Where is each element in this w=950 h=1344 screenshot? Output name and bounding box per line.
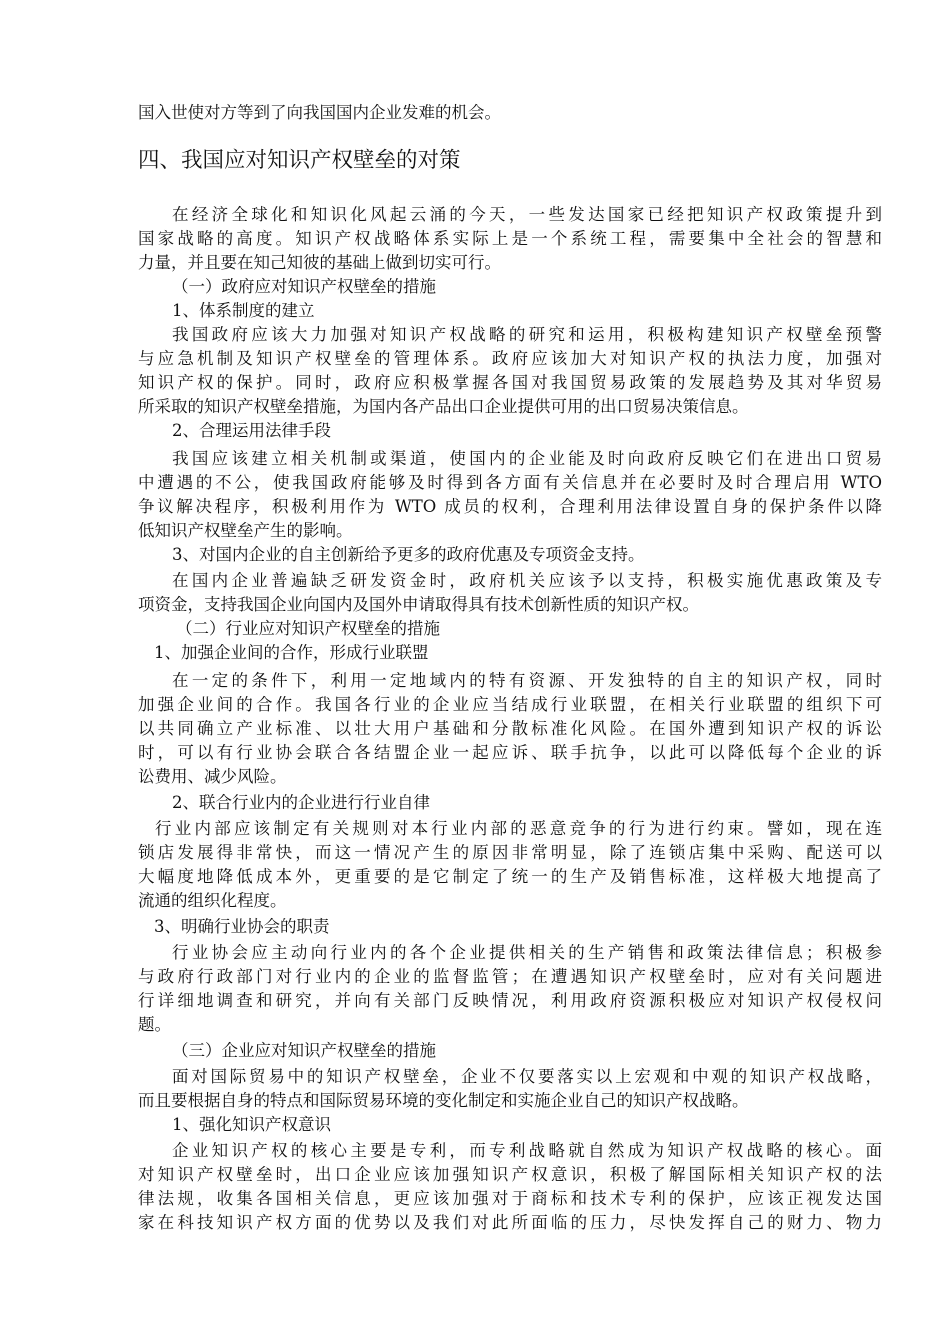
paragraph-line: 以共同确立产业标准、以壮大用户基础和分散标准化风险。在国外遭到知识产权的诉讼 (138, 719, 882, 738)
paragraph-line: 低知识产权壁垒产生的影响。 (138, 521, 353, 540)
paragraph-line: 争议解决程序，积极利用作为 WTO 成员的权利，合理利用法律设置自身的保护条件以降 (138, 497, 882, 516)
section-heading: 四、我国应对知识产权壁垒的对策 (138, 148, 461, 173)
paragraph-line: 在一定的条件下，利用一定地域内的特有资源、开发独特的自主的知识产权，同时 (172, 671, 882, 690)
item-heading: 3、明确行业协会的职责 (154, 917, 330, 936)
item-heading: 1、加强企业间的合作，形成行业联盟 (154, 643, 429, 662)
paragraph-line: 我国政府应该大力加强对知识产权战略的研究和运用，积极构建知识产权壁垒预警 (172, 325, 882, 344)
subsection-heading: （一）政府应对知识产权壁垒的措施 (172, 277, 436, 296)
paragraph-line: 企业知识产权的核心主要是专利，而专利战略就自然成为知识产权战略的核心。面 (172, 1141, 882, 1160)
item-heading: 2、合理运用法律手段 (172, 421, 331, 440)
paragraph-line: 讼费用、减少风险。 (138, 767, 287, 786)
paragraph-line: 而且要根据自身的特点和国际贸易环境的变化制定和实施企业自己的知识产权战略。 (138, 1091, 749, 1110)
paragraph-line: 在经济全球化和知识化风起云涌的今天，一些发达国家已经把知识产权政策提升到 (172, 205, 882, 224)
paragraph-line: 家在科技知识产权方面的优势以及我们对此所面临的压力，尽快发挥自己的财力、物力 (138, 1213, 882, 1232)
intro-line: 国入世使对方等到了向我国国内企业发难的机会。 (138, 103, 501, 122)
paragraph-line: 流通的组织化程度。 (138, 891, 287, 910)
paragraph-line: 我国应该建立相关机制或渠道，使国内的企业能及时向政府反映它们在进出口贸易 (172, 449, 882, 468)
paragraph-line: 所采取的知识产权壁垒措施，为国内各产品出口企业提供可用的出口贸易决策信息。 (138, 397, 749, 416)
paragraph-line: 对知识产权壁垒时，出口企业应该加强知识产权意识，积极了解国际相关知识产权的法 (138, 1165, 882, 1184)
paragraph-line: 与政府行政部门对行业内的企业的监督监管；在遭遇知识产权壁垒时，应对有关问题进 (138, 967, 882, 986)
paragraph-line: 加强企业间的合作。我国各行业的企业应当结成行业联盟，在相关行业联盟的组织下可 (138, 695, 882, 714)
paragraph-line: 与应急机制及知识产权壁垒的管理体系。政府应该加大对知识产权的执法力度，加强对 (138, 349, 882, 368)
paragraph-line: 时，可以有行业协会联合各结盟企业一起应诉、联手抗争，以此可以降低每个企业的诉 (138, 743, 882, 762)
subsection-heading: （三）企业应对知识产权壁垒的措施 (172, 1041, 436, 1060)
paragraph-line: 项资金，支持我国企业向国内及国外申请取得具有技术创新性质的知识产权。 (138, 595, 699, 614)
paragraph-line: 题。 (138, 1015, 171, 1034)
subsection-heading: （二）行业应对知识产权壁垒的措施 (176, 619, 440, 638)
paragraph-line: 行详细地调查和研究，并向有关部门反映情况，利用政府资源积极应对知识产权侵权问 (138, 991, 882, 1010)
item-heading: 2、联合行业内的企业进行行业自律 (172, 793, 430, 812)
paragraph-line: 面对国际贸易中的知识产权壁垒，企业不仅要落实以上宏观和中观的知识产权战略， (172, 1067, 882, 1086)
paragraph-line: 国家战略的高度。知识产权战略体系实际上是一个系统工程，需要集中全社会的智慧和 (138, 229, 882, 248)
paragraph-line: 律法规，收集各国相关信息，更应该加强对于商标和技术专利的保护，应该正视发达国 (138, 1189, 882, 1208)
paragraph-line: 锁店发展得非常快，而这一情况产生的原因非常明显，除了连锁店集中采购、配送可以 (138, 843, 882, 862)
paragraph-line: 大幅度地降低成本外，更重要的是它制定了统一的生产及销售标准，这样极大地提高了 (138, 867, 882, 886)
item-heading: 1、强化知识产权意识 (172, 1115, 331, 1134)
item-heading: 1、体系制度的建立 (172, 301, 315, 320)
paragraph-line: 力量，并且要在知己知彼的基础上做到切实可行。 (138, 253, 501, 272)
paragraph-line: 行业内部应该制定有关规则对本行业内部的恶意竞争的行为进行约束。譬如，现在连 (155, 819, 882, 838)
item-heading: 3、对国内企业的自主创新给予更多的政府优惠及专项资金支持。 (172, 545, 645, 564)
paragraph-line: 在国内企业普遍缺乏研发资金时，政府机关应该予以支持，积极实施优惠政策及专 (172, 571, 882, 590)
paragraph-line: 中遭遇的不公，使我国政府能够及时得到各方面有关信息并在必要时及时合理启用 WTO (138, 473, 882, 492)
paragraph-line: 知识产权的保护。同时，政府应积极掌握各国对我国贸易政策的发展趋势及其对华贸易 (138, 373, 882, 392)
paragraph-line: 行业协会应主动向行业内的各个企业提供相关的生产销售和政策法律信息；积极参 (172, 943, 882, 962)
